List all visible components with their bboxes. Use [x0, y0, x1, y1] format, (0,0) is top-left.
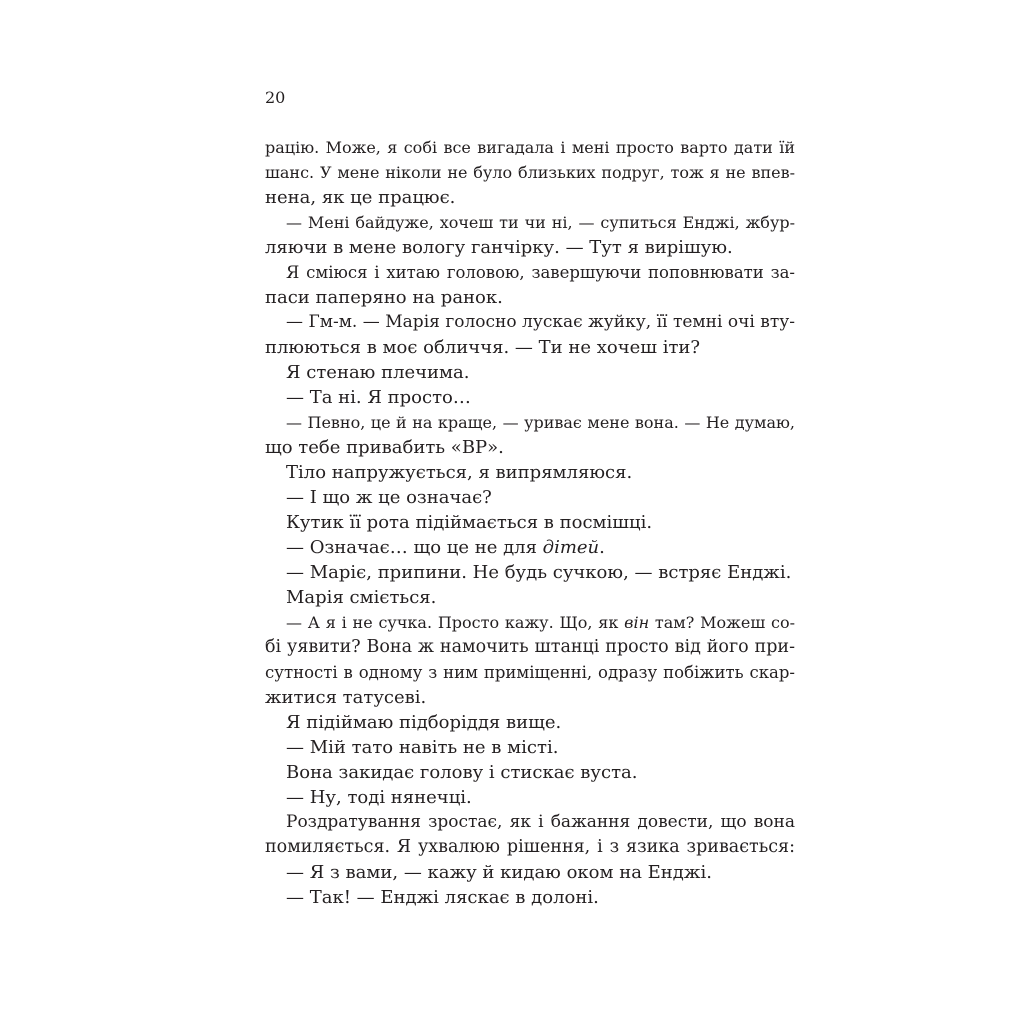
text-line: [265, 535, 795, 560]
text-line: сутності в одному з ним приміщенні, одразу побіжить скар-: [265, 663, 795, 682]
text-line: — Маріє, припини. Не будь сучкою, — встряє Енджі.: [286, 562, 792, 583]
text-line: Тіло напружується, я випрямляюся.: [286, 462, 633, 483]
text-line: — Мій тато навіть не в місті.: [286, 737, 559, 758]
text-line: що тебе привабить «ВР».: [265, 437, 504, 458]
text-line: [265, 610, 795, 635]
text-line: нена, як це працює.: [265, 187, 456, 208]
text-line: — Певно, це й на краще, — уриває мене вона. — Не думаю,: [286, 413, 795, 432]
text-run: .: [599, 537, 605, 558]
text-line: — Гм-м. — Марія голосно лускає жуйку, її темні очі вту-: [286, 312, 795, 332]
emphasis-run: він: [624, 613, 650, 632]
text-line: ляючи в мене вологу ганчірку. — Тут я вирішую.: [265, 237, 733, 258]
text-line: — І що ж це означає?: [286, 487, 492, 508]
text-line: житися татусеві.: [265, 687, 427, 708]
text-line: Кутик її рота підіймається в посмішці.: [286, 512, 653, 533]
page-number: 20: [265, 88, 286, 107]
body-text: [265, 135, 795, 910]
text-run: — Означає… що це не для: [286, 537, 543, 558]
text-line: помиляється. Я ухвалюю рішення, і з язика зривається:: [265, 837, 795, 857]
text-line: Я підіймаю підборіддя вище.: [286, 712, 562, 733]
text-line: Марія сміється.: [286, 587, 437, 608]
text-line: — Я з вами, — кажу й кидаю оком на Енджі.: [286, 862, 712, 883]
text-line: бі уявити? Вона ж намочить штанці просто від його при-: [265, 637, 795, 657]
text-run: там? Можеш со-: [649, 613, 796, 632]
text-line: Я стенаю плечима.: [286, 362, 470, 383]
text-line: паси паперяно на ранок.: [265, 287, 503, 308]
text-line: Я сміюся і хитаю головою, завершуючи поповнювати за-: [286, 263, 795, 282]
text-line: — Та ні. Я просто…: [286, 387, 471, 408]
text-line: Роздратування зростає, як і бажання довести, що вона: [286, 812, 795, 832]
text-line: шанс. У мене ніколи не було близьких подруг, тож я не впев-: [265, 163, 795, 182]
text-line: рацію. Може, я собі все вигадала і мені просто варто дати їй: [265, 138, 795, 157]
text-line: — Мені байдуже, хочеш ти чи ні, — супиться Енджі, жбур-: [286, 213, 795, 232]
text-run: — А я і не сучка. Просто кажу. Що, як: [286, 613, 625, 632]
text-line: Вона закидає голову і стискає вуста.: [286, 762, 638, 783]
emphasis-run: дітей: [542, 537, 600, 558]
text-line: — Ну, тоді нянечці.: [286, 787, 472, 808]
text-line: плюються в моє обличчя. — Ти не хочеш іти?: [265, 337, 701, 358]
text-line: — Так! — Енджі ляскає в долоні.: [286, 887, 599, 908]
